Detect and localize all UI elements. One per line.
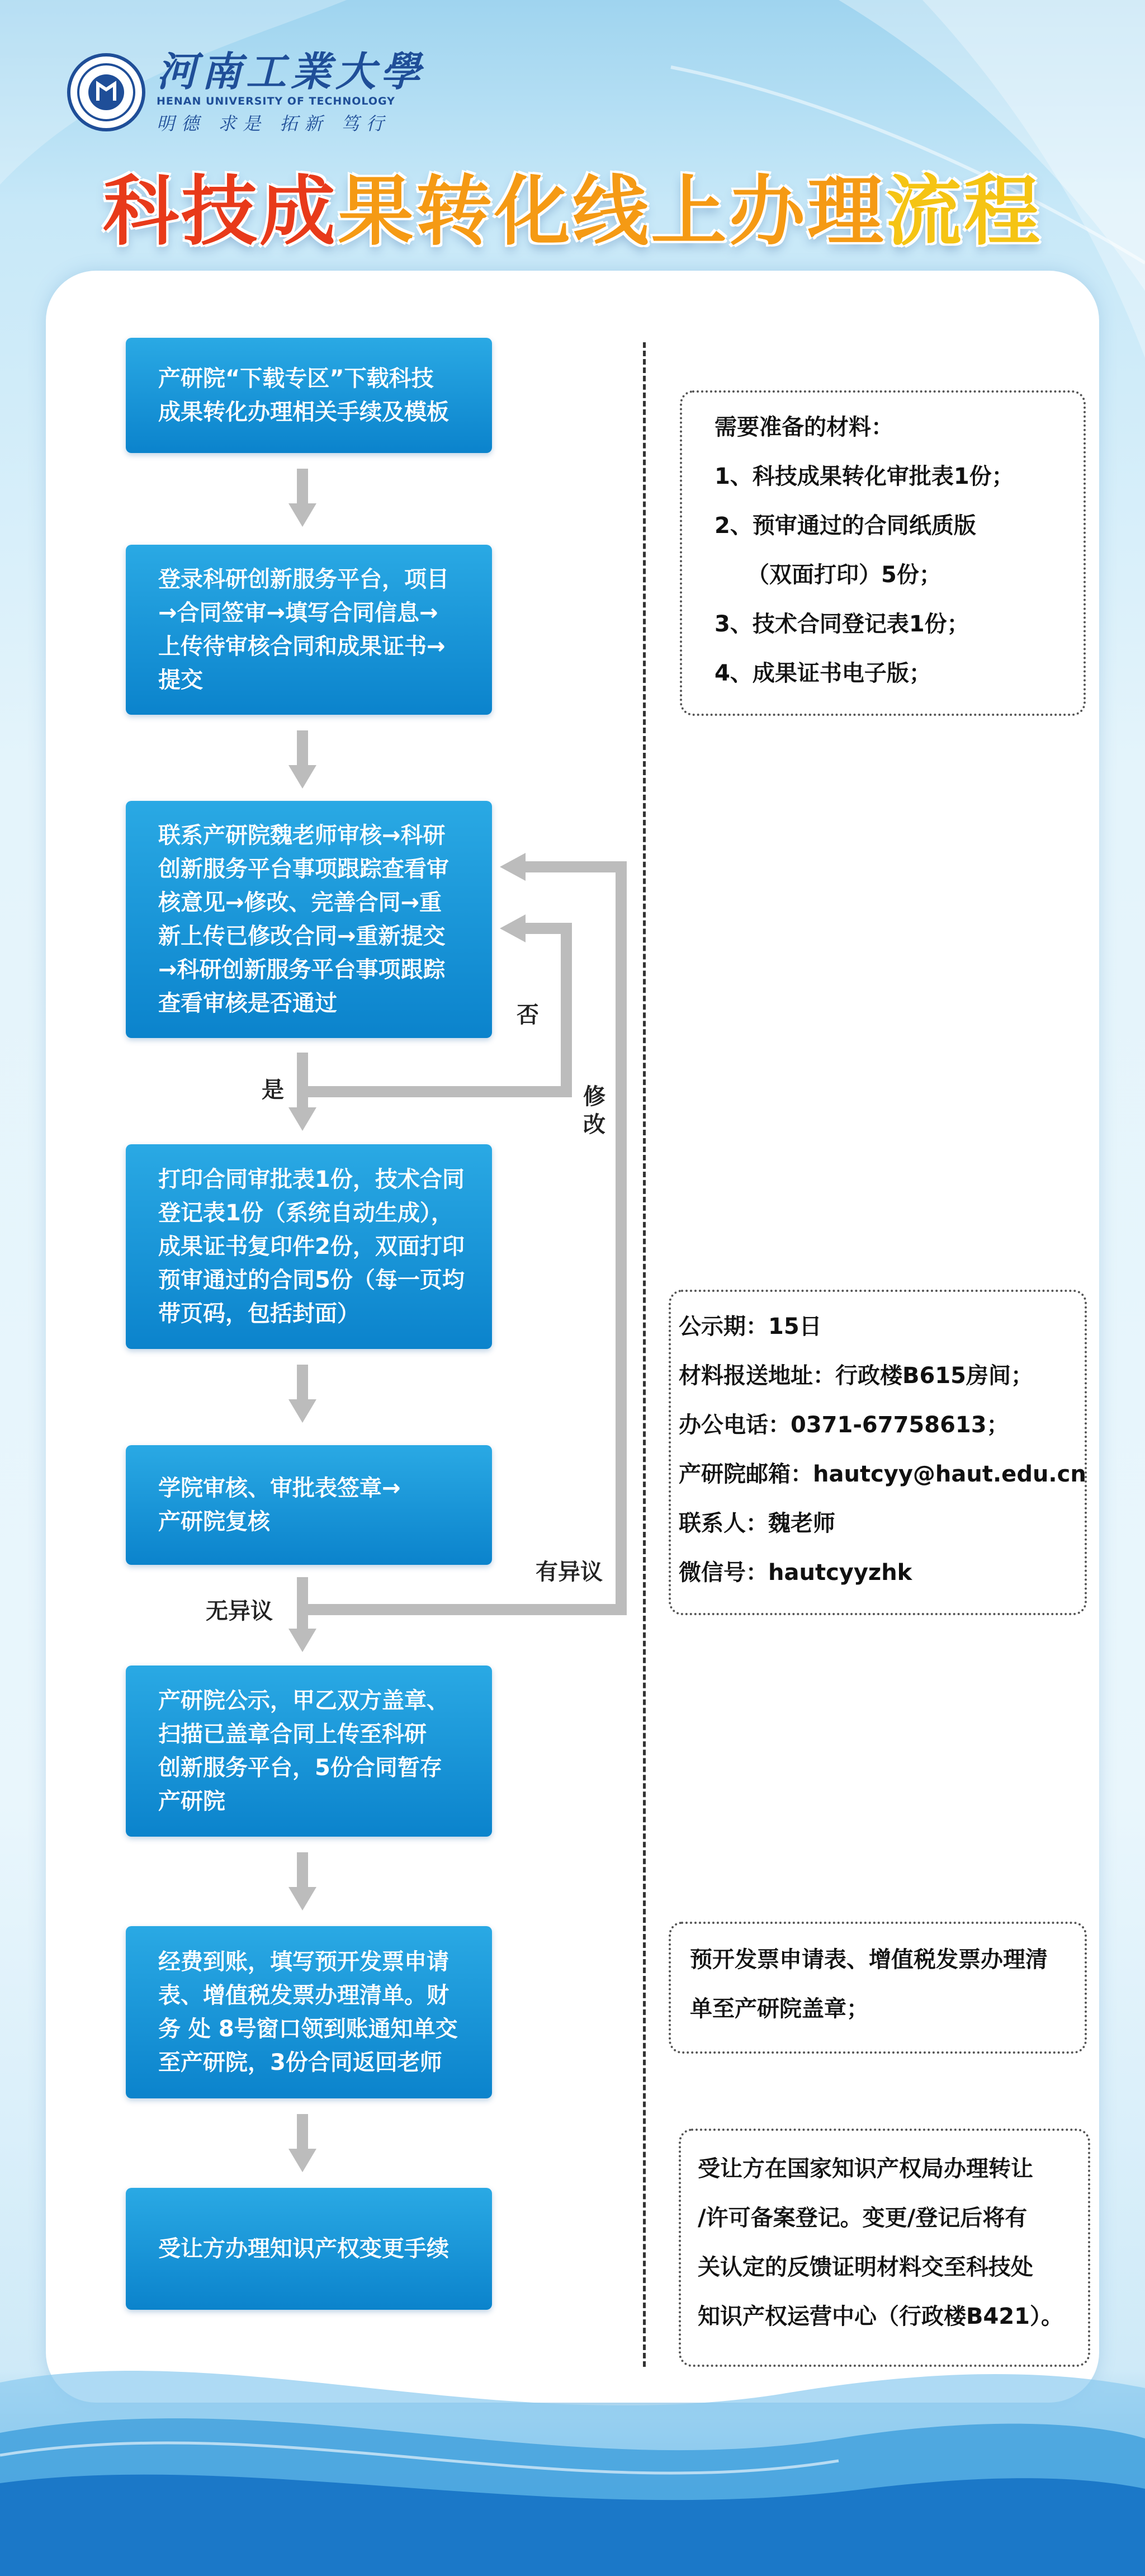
down-arrow-icon xyxy=(288,1365,316,1423)
label-revise: 修改 xyxy=(583,1084,605,1138)
flow-step-7 xyxy=(126,1926,492,2098)
university-seal-icon xyxy=(67,53,145,131)
step-line: 创新服务平台事项跟踪查看审 xyxy=(158,856,449,882)
step-line: 产研院“下载专区”下载科技 xyxy=(158,366,434,391)
column-divider xyxy=(643,342,646,2367)
flow-step-3 xyxy=(126,801,492,1038)
flow-step-2 xyxy=(126,545,492,715)
step-line: 成果转化办理相关手续及模板 xyxy=(158,399,449,425)
step-line: 查看审核是否通过 xyxy=(158,990,337,1016)
step-line: 打印合同审批表1份，技术合同 xyxy=(158,1167,465,1192)
flow-step-4 xyxy=(126,1144,492,1349)
step-line: →合同签审→填写合同信息→ xyxy=(158,600,438,626)
step-line: 成果证书复印件2份，双面打印 xyxy=(158,1234,465,1259)
step-line: 务 处 8号窗口领到账通知单交 xyxy=(158,2016,458,2042)
label-objection: 有异议 xyxy=(536,1559,603,1585)
label-yes: 是 xyxy=(262,1077,284,1103)
step-line: 联系产研院魏老师审核→科研 xyxy=(158,823,446,848)
title-part-red: 科技成 xyxy=(103,168,338,256)
university-name-cn: 河南工業大學 xyxy=(157,48,425,95)
down-arrow-icon xyxy=(288,2114,316,2172)
feedback-line-objection xyxy=(616,861,627,1615)
info-line: 关认定的反馈证明材料交至科技处 xyxy=(698,2254,1033,2280)
step-line: 新上传已修改合同→重新提交 xyxy=(158,923,446,949)
info-line: 产研院邮箱：hautcyy@haut.edu.cn xyxy=(679,1461,1086,1487)
step-line: →科研创新服务平台事项跟踪 xyxy=(158,957,446,983)
info-line: 3、技术合同登记表1份； xyxy=(715,611,969,637)
bottom-wave-decoration xyxy=(0,2271,1145,2576)
university-motto: 明德 求是 拓新 笃行 xyxy=(157,113,391,134)
left-arrow-icon xyxy=(500,853,526,881)
info-line: 1、科技成果转化审批表1份； xyxy=(715,464,1014,489)
label-no: 否 xyxy=(517,1002,539,1028)
step-line: 学院审核、审批表签章→ xyxy=(158,1475,401,1501)
info-line: （双面打印）5份； xyxy=(747,562,941,588)
step-line: 登录科研创新服务平台，项目 xyxy=(158,567,449,592)
title-part-orange: 果转化线上办理 xyxy=(338,168,886,256)
step-line: 产研院复核 xyxy=(158,1509,270,1535)
flow-step-6 xyxy=(126,1666,492,1837)
down-arrow-icon xyxy=(288,469,316,527)
info-box-invoice xyxy=(669,1922,1087,2054)
info-line: /许可备案登记。变更/登记后将有 xyxy=(698,2205,1028,2231)
info-line: 2、预审通过的合同纸质版 xyxy=(715,513,976,539)
info-line: 办公电话：0371-67758613； xyxy=(679,1412,1009,1438)
step-line: 至产研院，3份合同返回老师 xyxy=(158,2050,442,2075)
feedback-line-no xyxy=(561,923,572,1097)
feedback-line-objection xyxy=(524,861,627,872)
info-line: 知识产权运营中心（行政楼B421）。 xyxy=(698,2304,1063,2329)
step-line: 创新服务平台，5份合同暂存 xyxy=(158,1755,442,1781)
step-line: 产研院公示，甲乙双方盖章、 xyxy=(158,1688,449,1714)
step-line: 预审通过的合同5份（每一页均 xyxy=(158,1267,465,1293)
down-arrow-icon xyxy=(288,1852,316,1910)
flow-step-5 xyxy=(126,1445,492,1565)
step-line: 受让方办理知识产权变更手续 xyxy=(158,2236,449,2262)
label-no-objection: 无异议 xyxy=(206,1598,273,1624)
info-line: 需要准备的材料： xyxy=(715,414,893,440)
feedback-line-no xyxy=(302,1086,572,1097)
flow-step-1 xyxy=(126,338,492,453)
step-line: 产研院 xyxy=(158,1789,225,1814)
down-arrow-icon xyxy=(288,730,316,789)
left-arrow-icon xyxy=(500,914,526,942)
step-line: 提交 xyxy=(158,667,203,693)
university-name-en: HENAN UNIVERSITY OF TECHNOLOGY xyxy=(157,95,395,107)
feedback-line-no xyxy=(524,923,572,934)
info-line: 受让方在国家知识产权局办理转让 xyxy=(698,2156,1033,2182)
step-line: 表、增值税发票办理清单。财 xyxy=(158,1983,449,2008)
info-line: 微信号：hautcyyzhk xyxy=(679,1560,912,1586)
step-line: 经费到账，填写预开发票申请 xyxy=(158,1949,449,1975)
feedback-line-objection xyxy=(302,1604,627,1615)
info-line: 公示期：15日 xyxy=(679,1314,822,1339)
info-line: 联系人：魏老师 xyxy=(679,1511,835,1536)
step-line: 上传待审核合同和成果证书→ xyxy=(158,634,446,659)
info-line: 单至产研院盖章； xyxy=(690,1996,869,2022)
info-line: 预开发票申请表、增值税发票办理清 xyxy=(690,1947,1048,1973)
info-line: 4、成果证书电子版； xyxy=(715,660,931,686)
info-line: 材料报送地址：行政楼B615房间； xyxy=(679,1363,1033,1389)
university-logo xyxy=(67,49,425,135)
info-box-contact xyxy=(669,1290,1087,1615)
page-title xyxy=(0,150,1145,260)
step-line: 扫描已盖章合同上传至科研 xyxy=(158,1721,427,1747)
step-line: 核意见→修改、完善合同→重 xyxy=(158,890,442,916)
step-line: 登记表1份（系统自动生成）， xyxy=(158,1200,453,1226)
title-part-yellow: 流程 xyxy=(886,168,1042,256)
info-box-materials xyxy=(680,390,1086,716)
step-line: 带页码，包括封面） xyxy=(158,1301,359,1327)
